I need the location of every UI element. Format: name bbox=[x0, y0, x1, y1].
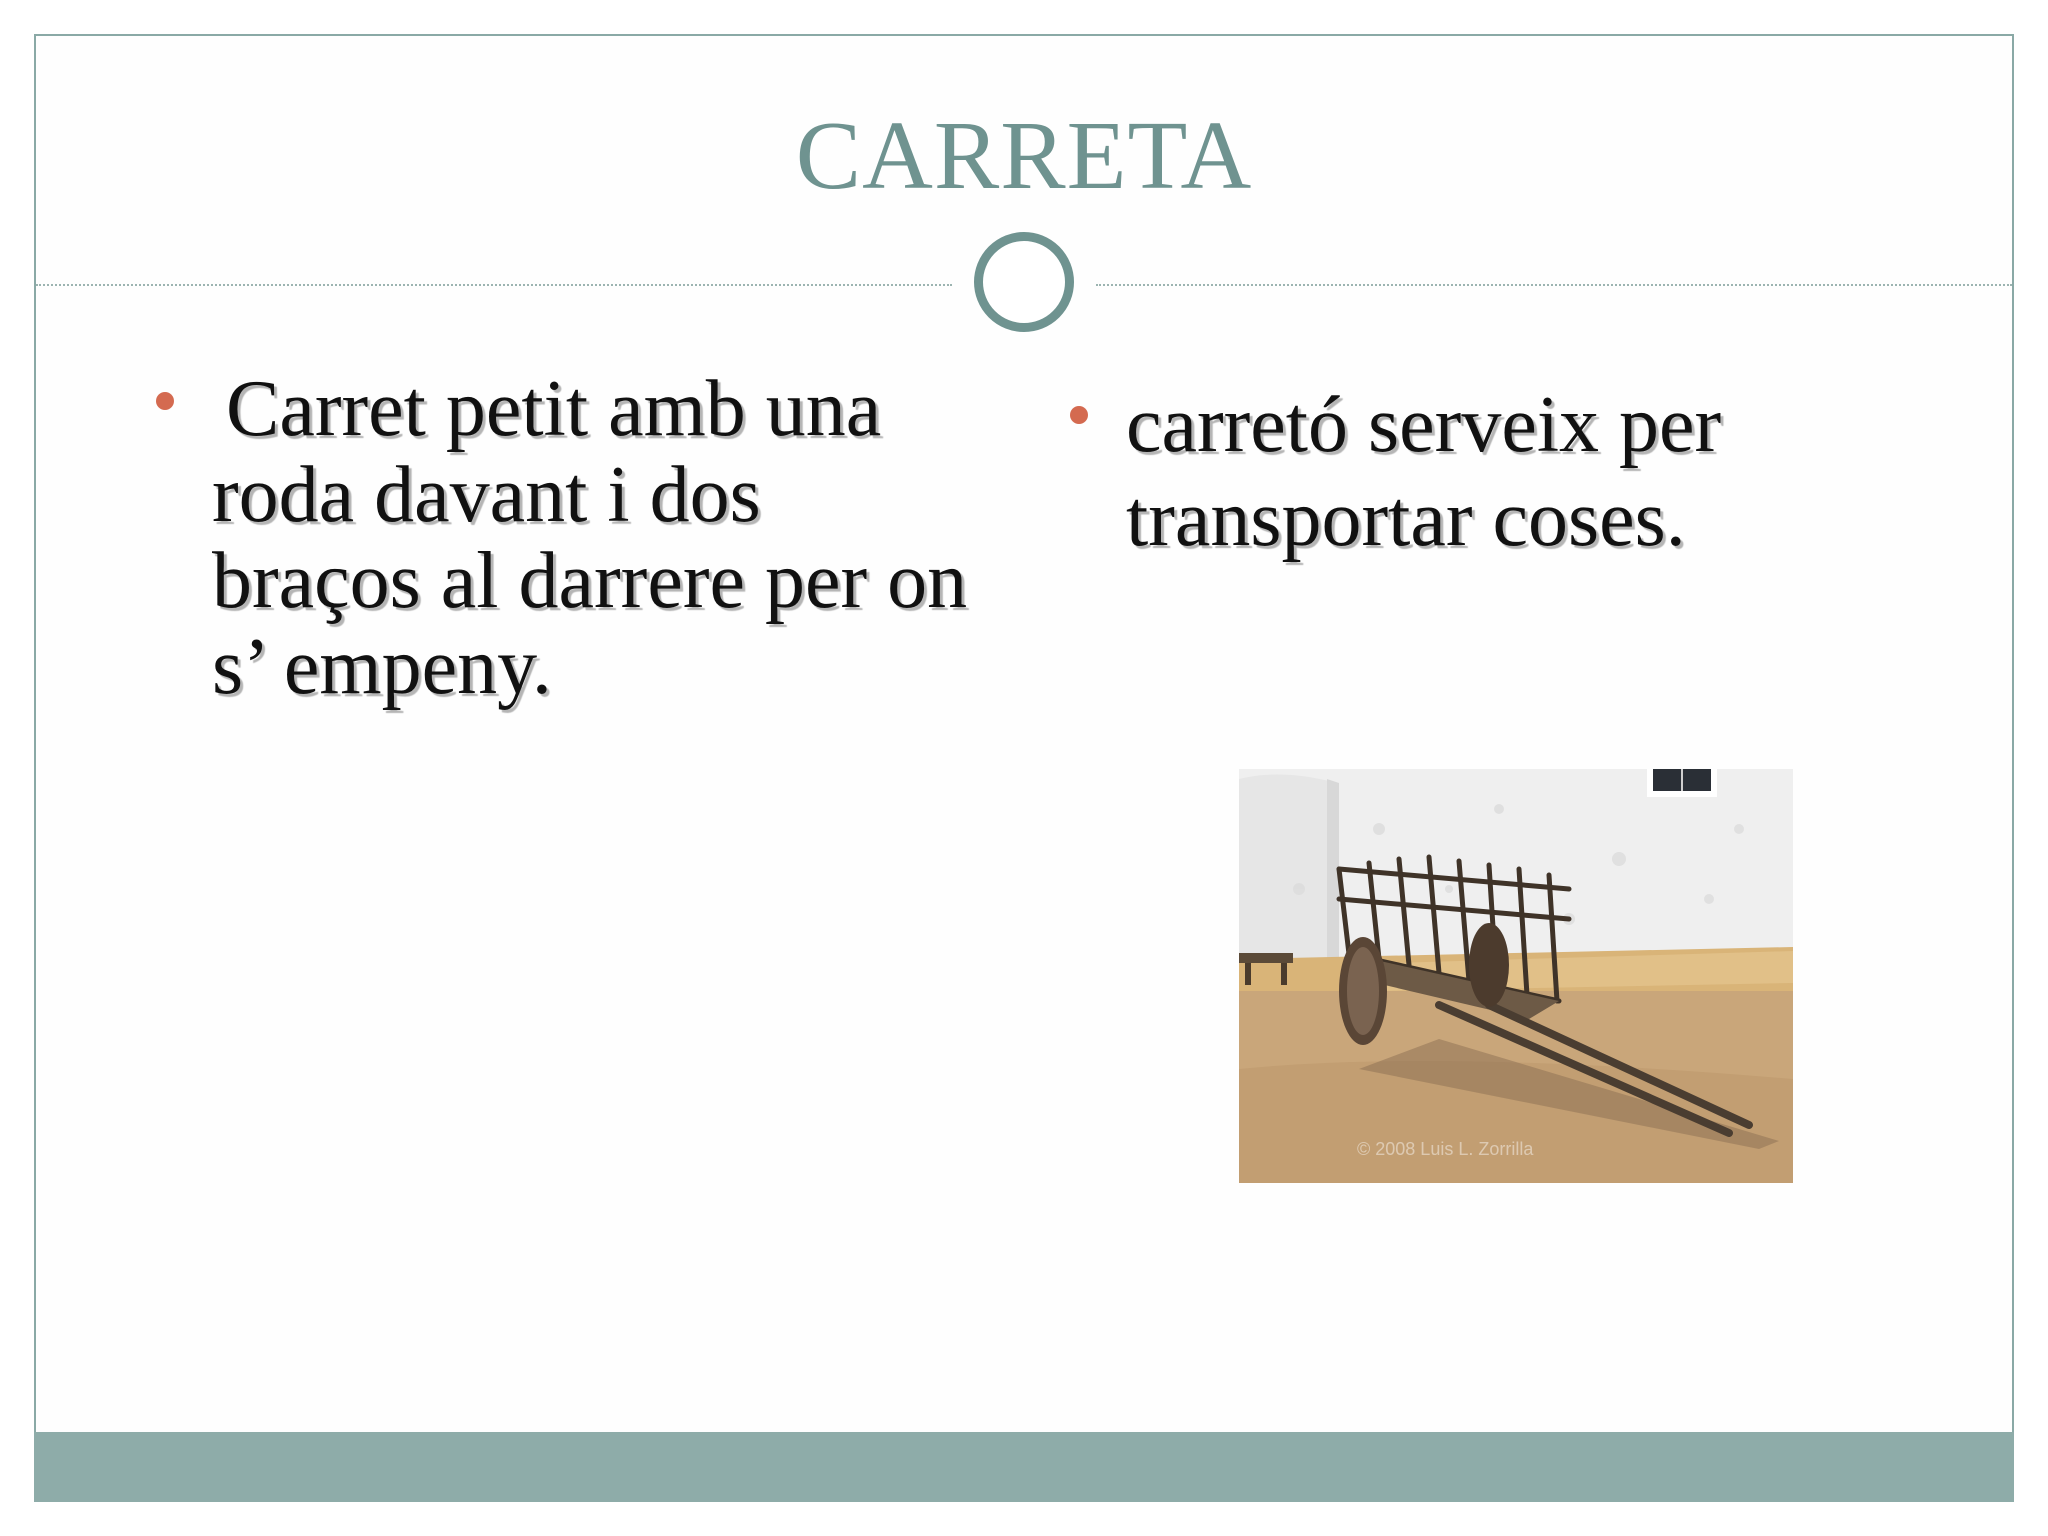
title-divider-right bbox=[1096, 284, 2012, 286]
right-bullet-text: carretó serveix per transportar coses. bbox=[1126, 381, 1722, 563]
bullet-dot-icon bbox=[1070, 406, 1088, 424]
footer-bar bbox=[34, 1432, 2014, 1502]
left-bullet-list bbox=[212, 366, 972, 710]
left-bullet-text: Carret petit amb una roda davant i dos braços al darrere per on s’ empeny. bbox=[212, 365, 968, 711]
photo-watermark: © 2008 Luis L. Zorrilla bbox=[1357, 1139, 1534, 1159]
bullet-dot-icon bbox=[156, 392, 174, 410]
slide-title: CARRETA bbox=[795, 102, 1253, 210]
cart-photo bbox=[1239, 769, 1793, 1183]
right-bullet-list bbox=[1126, 378, 1866, 566]
title-ring-ornament bbox=[974, 232, 1074, 332]
title-divider-left bbox=[36, 284, 952, 286]
